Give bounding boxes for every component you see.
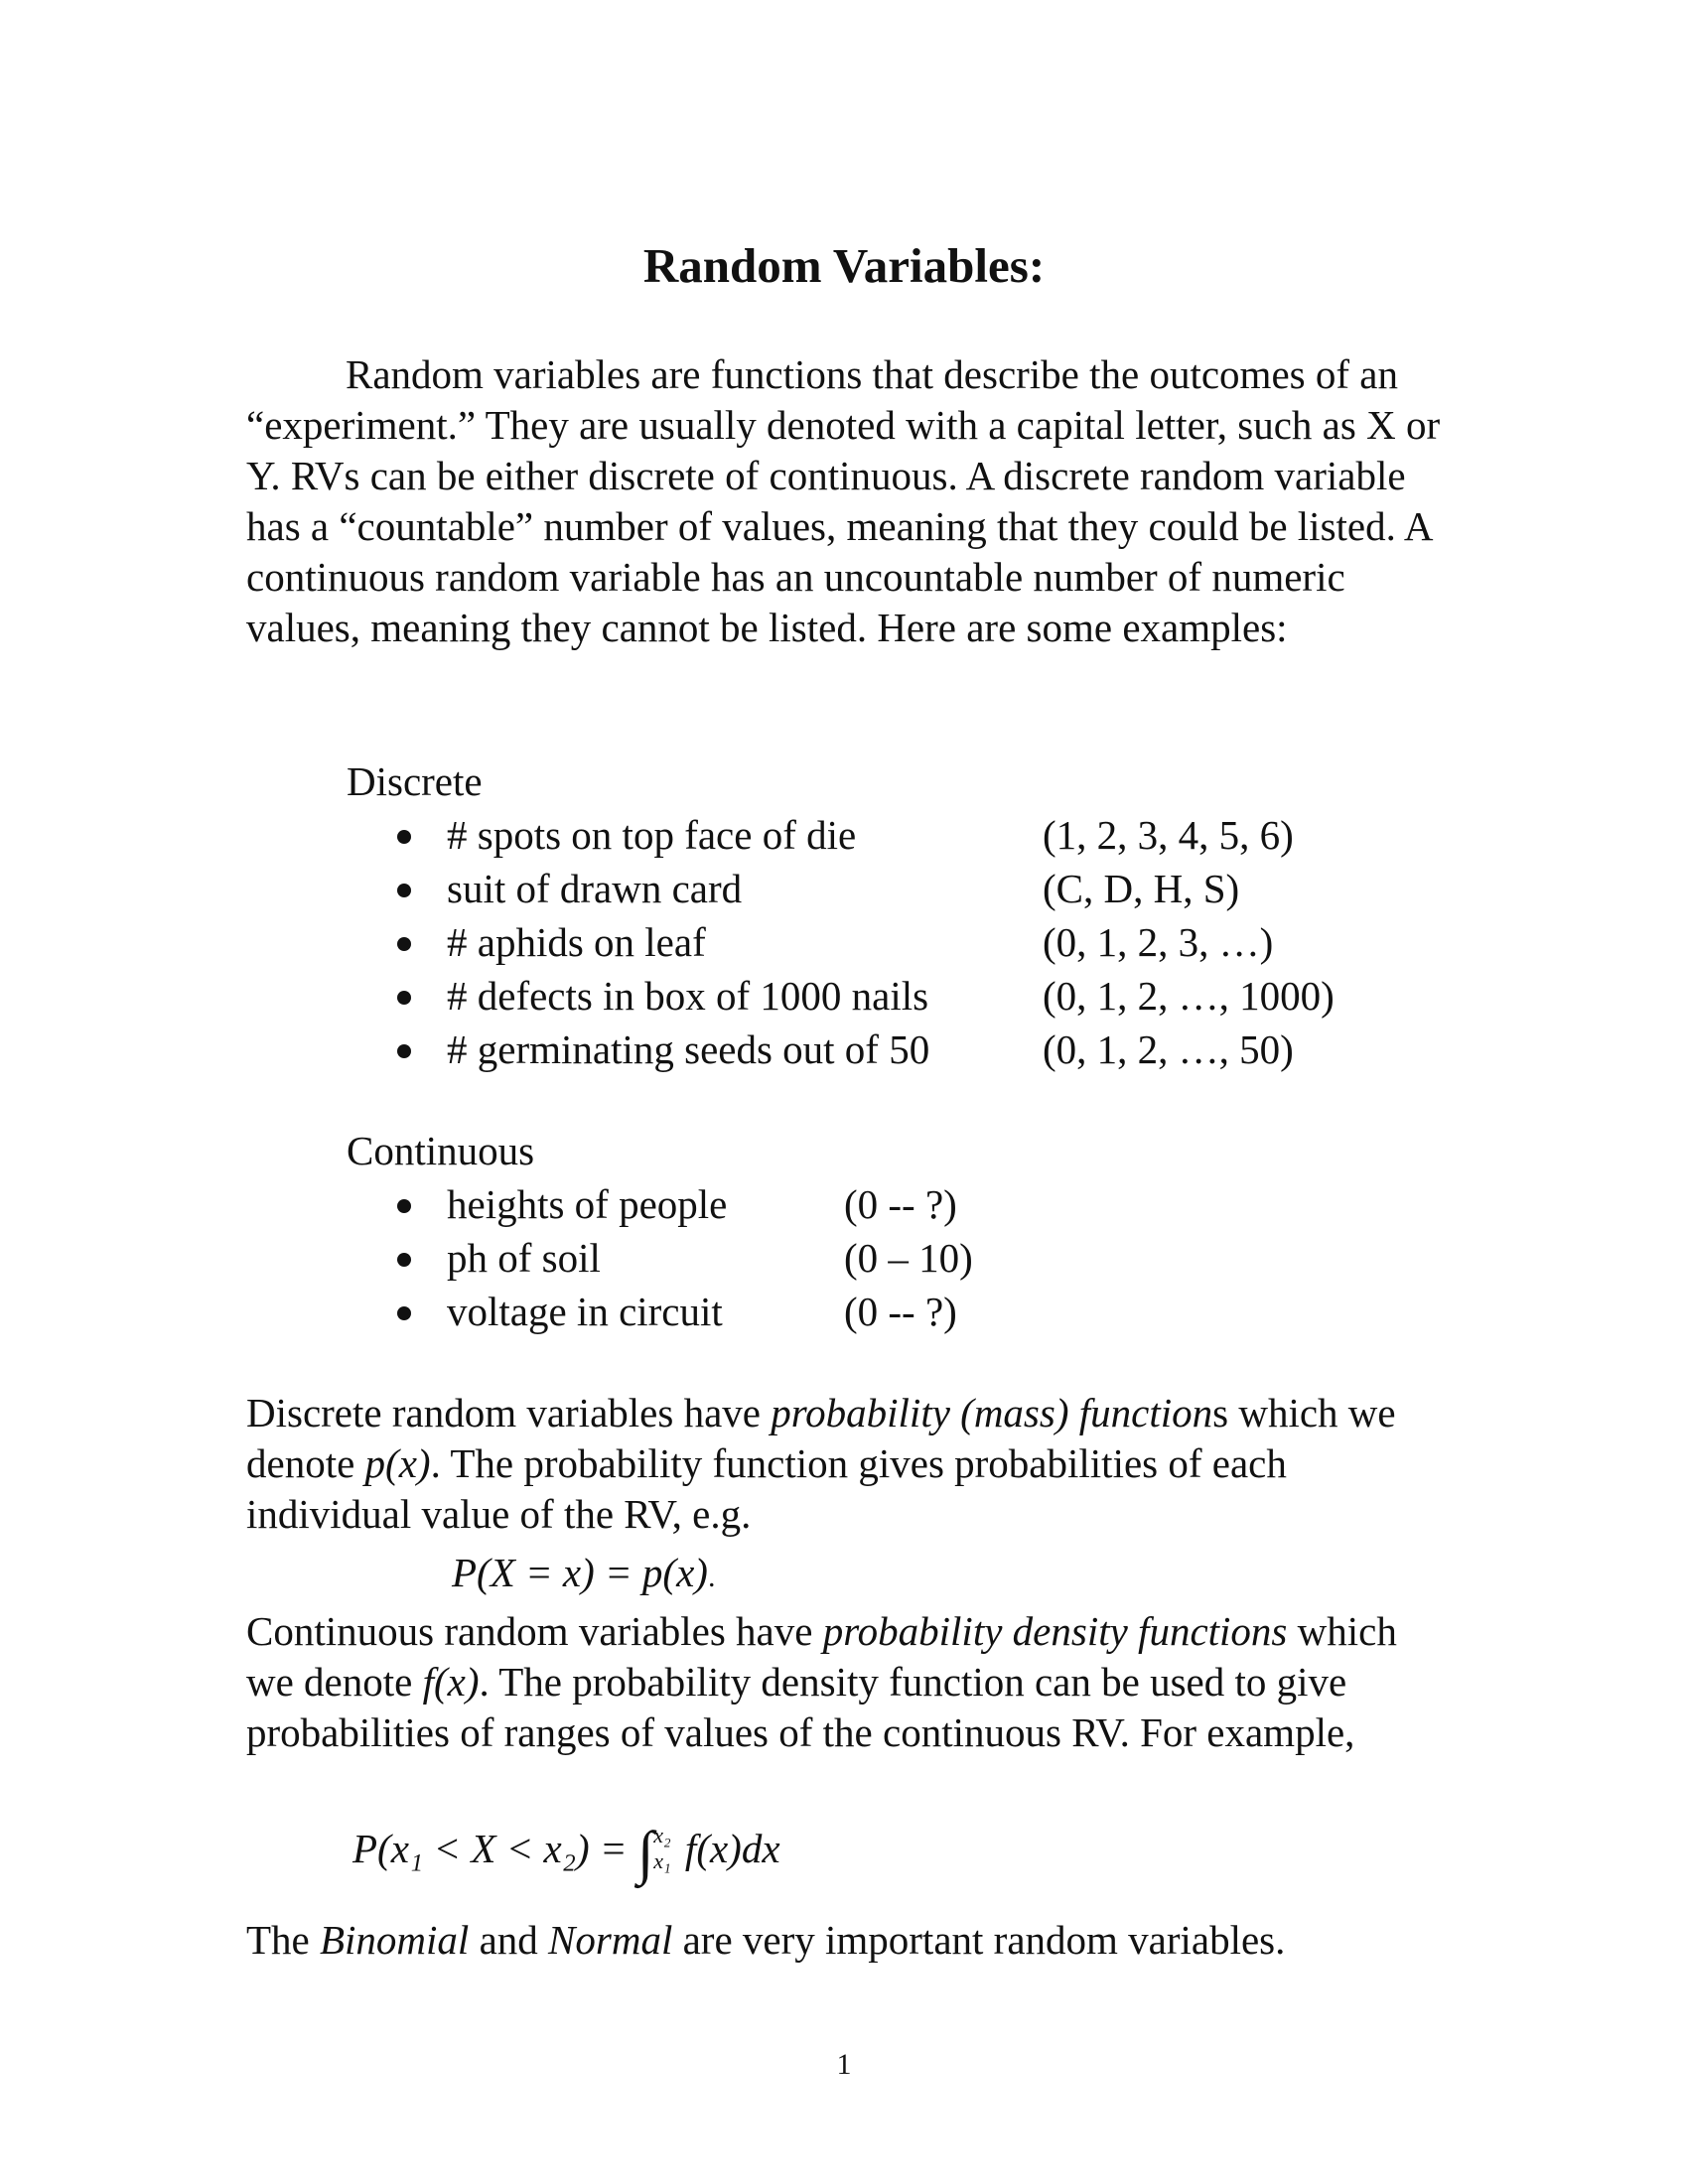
example-range: (0, 1, 2, …, 1000): [1043, 973, 1335, 1019]
example-name: heights of people: [447, 1181, 728, 1227]
continuous-examples-list: [397, 1179, 1092, 1340]
pmf-text-rest: . The probability function gives probabilities of each individual value of the RV, e.g.: [246, 1440, 1287, 1537]
list-item: [397, 1233, 1092, 1287]
pdf-notation: f(x): [422, 1659, 480, 1705]
intro-paragraph: Random variables are functions that describe the outcomes of an “experiment.” They are usually denoted with a capital letter, such as X or Y. RVs can be either discrete of continuous. A discrete random variable has a “countable” number of values, meaning that they could be listed. A continuous random variable has an uncountable number of numeric values, meaning they cannot be listed. Here are some examples:: [246, 351, 1441, 650]
discrete-examples-list: [397, 810, 1390, 1078]
list-item: [397, 810, 1390, 864]
example-range: (0 -- ?): [844, 1181, 957, 1227]
bullet-icon: [397, 1199, 411, 1213]
pmf-formula: P(X = x) = p(x).: [452, 1550, 716, 1595]
example-range: (1, 2, 3, 4, 5, 6): [1043, 812, 1294, 858]
list-item: [397, 917, 1390, 971]
pdf-text-mid: which we denote: [246, 1608, 1397, 1705]
pmf-text-mid: s which we denote: [246, 1390, 1396, 1486]
example-name: # defects in box of 1000 nails: [447, 973, 929, 1019]
closing-text-mid: and: [469, 1917, 549, 1963]
list-item: [397, 1179, 1092, 1233]
example-name: # spots on top face of die: [447, 812, 857, 858]
integral-lower-limit: x₁: [653, 1848, 671, 1873]
page-number: 1: [836, 2048, 852, 2081]
closing-text-lead: The: [246, 1917, 320, 1963]
bullet-icon: [397, 1044, 411, 1058]
list-item: [397, 971, 1390, 1024]
example-range: (0 – 10): [844, 1235, 973, 1281]
example-name: # germinating seeds out of 50: [447, 1026, 930, 1072]
example-range: (C, D, H, S): [1043, 866, 1240, 911]
example-name: voltage in circuit: [447, 1289, 723, 1334]
pdf-term: probability density functions: [822, 1608, 1288, 1654]
list-item: [397, 1024, 1390, 1078]
example-name: suit of drawn card: [447, 866, 743, 911]
pdf-formula-lhs: P(x₁ < X < x₂) =: [352, 1826, 637, 1871]
continuous-heading: Continuous: [347, 1128, 535, 1173]
pmf-paragraph: [246, 1388, 1450, 1540]
binomial-term: Binomial: [320, 1917, 470, 1963]
closing-text-end: are very important random variables.: [672, 1917, 1286, 1963]
pmf-formula-text: P(X = x) = p(x): [452, 1550, 708, 1595]
bullet-icon: [397, 1306, 411, 1320]
pmf-notation: p(x): [364, 1440, 431, 1486]
pdf-formula: [352, 1820, 780, 1885]
example-range: (0 -- ?): [844, 1289, 957, 1334]
bullet-icon: [397, 884, 411, 897]
integral-upper-limit: x₂: [653, 1823, 671, 1847]
pdf-text-lead: Continuous random variables have: [246, 1608, 823, 1654]
bullet-icon: [397, 991, 411, 1005]
pmf-text-lead: Discrete random variables have: [246, 1390, 772, 1435]
pdf-formula-integrand: f(x)dx: [674, 1826, 780, 1871]
bullet-icon: [397, 830, 411, 844]
example-name: # aphids on leaf: [447, 919, 706, 965]
discrete-heading: Discrete: [347, 758, 483, 804]
normal-term: Normal: [548, 1917, 673, 1963]
closing-paragraph: [246, 1915, 1450, 1966]
list-item: [397, 1287, 1092, 1340]
pmf-term: probability (mass) function: [771, 1390, 1213, 1435]
example-range: (0, 1, 2, …, 50): [1043, 1026, 1294, 1072]
bullet-icon: [397, 1253, 411, 1267]
example-range: (0, 1, 2, 3, …): [1043, 919, 1274, 965]
list-item: [397, 864, 1390, 917]
integral-sign: ∫: [636, 1820, 654, 1885]
pdf-text-rest: . The probability density function can be used to give probabilities of ranges of values of the continuous RV. For example,: [246, 1659, 1355, 1755]
bullet-icon: [397, 937, 411, 951]
example-name: ph of soil: [447, 1235, 601, 1281]
page-title: Random Variables:: [642, 238, 1046, 293]
pdf-paragraph: [246, 1606, 1450, 1758]
